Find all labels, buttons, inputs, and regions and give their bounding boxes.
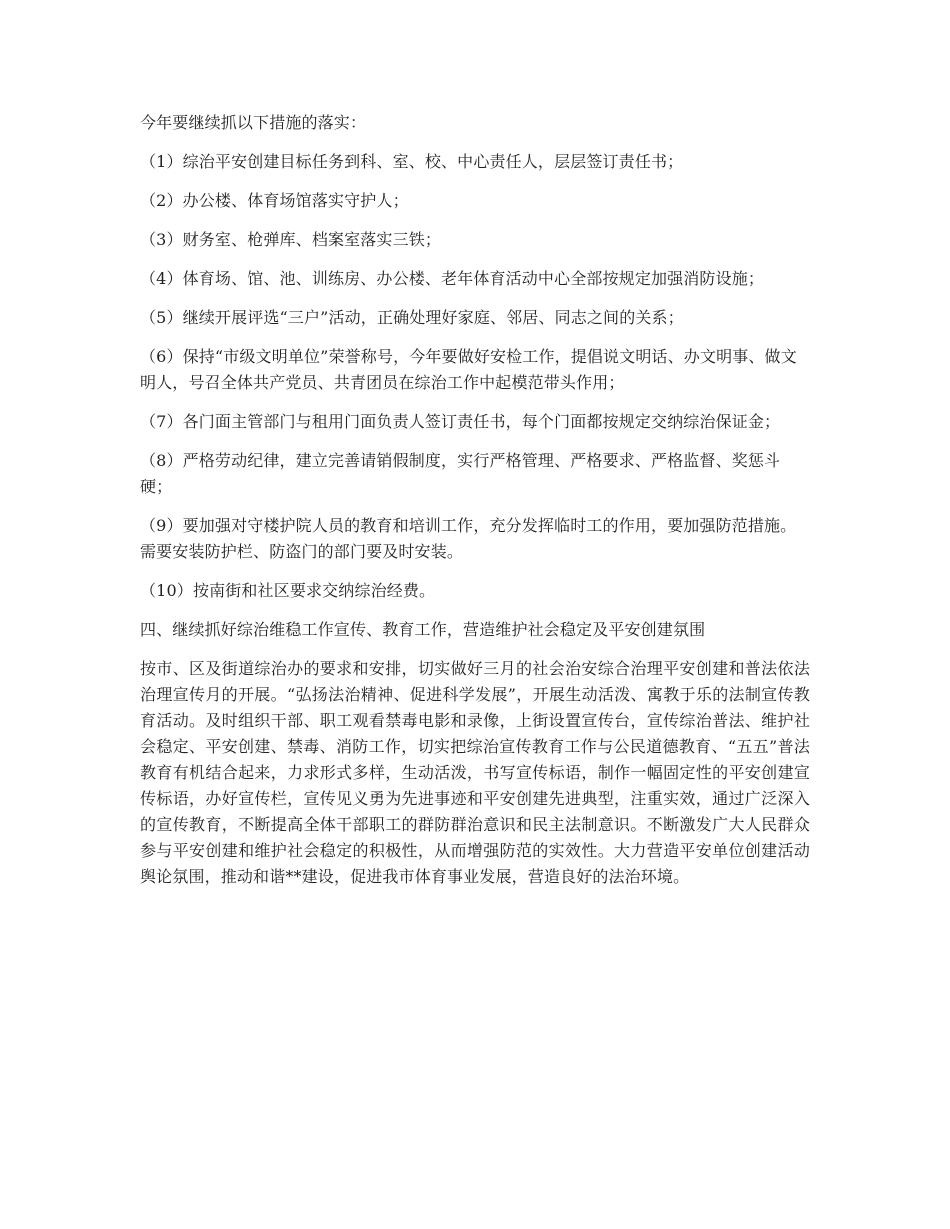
intro-paragraph: 今年要继续抓以下措施的落实： [140, 113, 367, 132]
section-body-paragraph: 按市、区及街道综治办的要求和安排，切实做好三月的社会治安综合治理平安创建和普法依法治理宣传月的开展。“弘扬法治精神、促进科学发展”，开展生动活泼、寓教于乐的法制宣传教育活动。及时组织干部、职工观看禁毒电影和录像，上街设置宣传台，宣传综治普法、维护社会稳定、平安创建、禁毒、消防工作，切实把综治宣传教育工作与公民道德教育、“五五”普法教育有机结合起来，力求形式多样，生动活泼，书写宣传标语，制作一幅固定性的平安创建宣传标语，办好宣传栏，宣传见义勇为先进事迹和平安创建先进典型，注重实效，通过广泛深入的宣传教育，不断提高全体干部职工的群防群治意识和民主法制意识。不断激发广大人民群众参与平安创建和维护社会稳定的积极性，从而增强防范的实效性。大力营造平安单位创建活动舆论氛围，推动和谐**建设，促进我市体育事业发展，营造良好的法治环境。 [140, 659, 810, 886]
list-item: （7）各门面主管部门与租用门面负责人签订责任书，每个门面都按规定交纳综治保证金； [140, 412, 781, 431]
list-item: （3）财务室、枪弹库、档案室落实三铁； [140, 230, 442, 249]
list-item: （5）继续开展评选“三户”活动，正确处理好家庭、邻居、同志之间的关系； [140, 308, 684, 327]
list-item: （4）体育场、馆、池、训练房、办公楼、老年体育活动中心全部按规定加强消防设施； [140, 269, 765, 288]
list-item: （2）办公楼、体育场馆落实守护人； [140, 191, 409, 210]
list-item: （6）保持“市级文明单位”荣誉称号，今年要做好安检工作，提倡说文明话、办文明事、做文明人，号召全体共产党员、共青团员在综治工作中起模范带头作用； [140, 347, 797, 392]
list-item: （10）按南街和社区要求交纳综治经费。 [140, 581, 436, 600]
document-page [140, 110, 810, 903]
section-heading: 四、继续抓好综治维稳工作宣传、教育工作，营造维护社会稳定及平安创建氛围 [140, 620, 706, 639]
list-item: （9）要加强对守楼护院人员的教育和培训工作，充分发挥临时工的作用，要加强防范措施。需要安装防护栏、防盗门的部门要及时安装。 [140, 516, 797, 561]
list-item: （1）综治平安创建目标任务到科、室、校、中心责任人，层层签订责任书； [140, 152, 684, 171]
list-item: （8）严格劳动纪律，建立完善请销假制度，实行严格管理、严格要求、严格监督、奖惩斗硬； [140, 451, 781, 496]
